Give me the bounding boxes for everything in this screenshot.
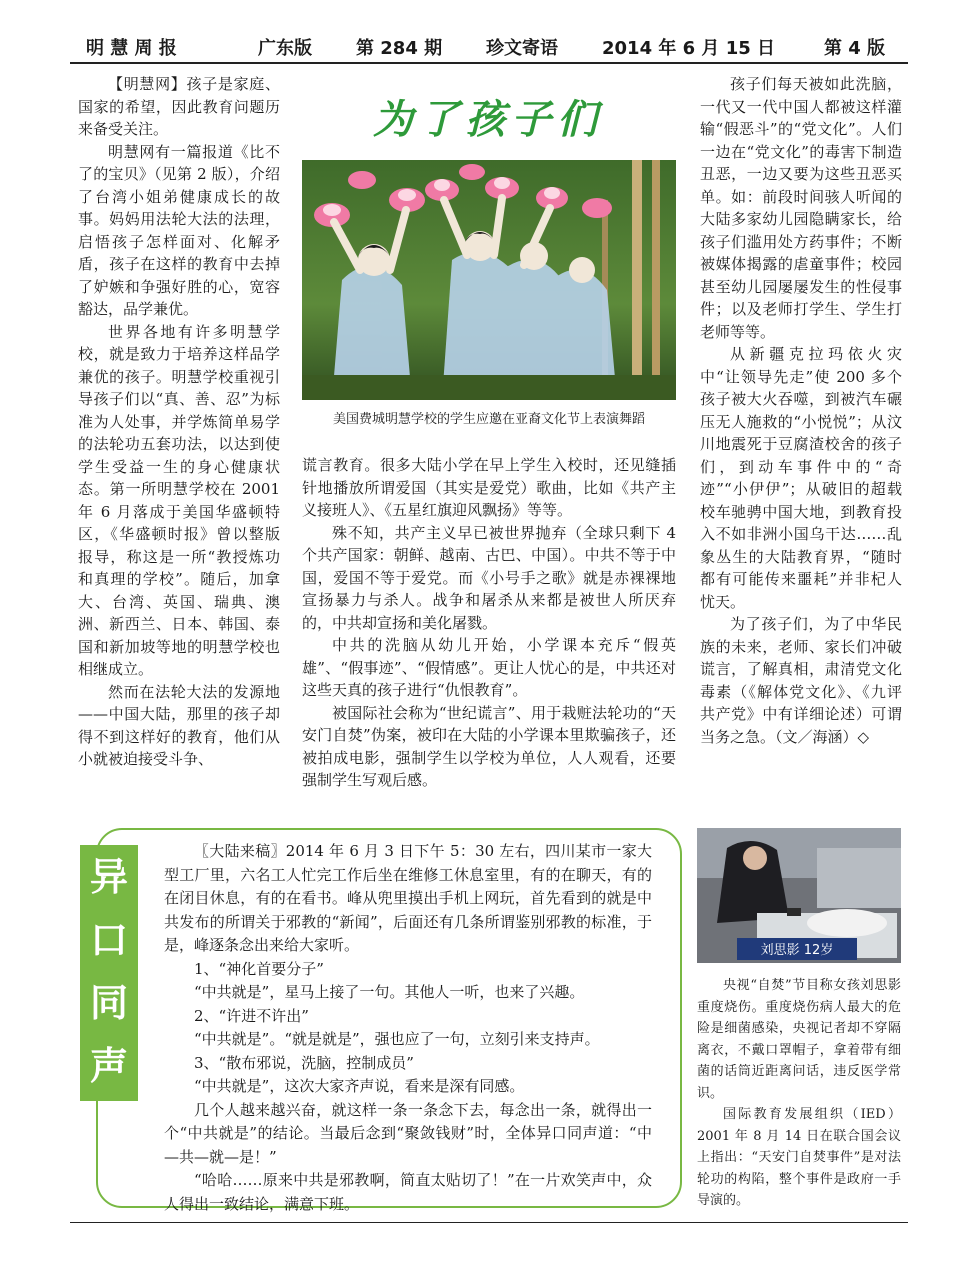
paragraph: 世界各地有许多明慧学校，就是致力于培养这样品学兼优的孩子。明慧学校重视引导孩子们以“真、善、忍”为标准为人处事，并学炼简单易学的法轮功五套功法，以达到使学生受益一生的身心健康状态。第一所明慧学校在 2001 年 6 月落成于美国华盛顿特区，《华盛顿时报》曾以整版报导，称这是一所“教授炼功和真理的学校”。随后，加拿大、台湾、英国、瑞典、澳洲、新西兰、日本、韩国、泰国和新加坡等地的明慧学校也相继成立。 [78,322,280,678]
paragraph: 为了孩子们，为了中华民族的未来，老师、家长们冲破谎言，了解真相，肃清党文化毒素（《解体党文化》、《九评共产党》中有详细论述）可谓当务之急。（文／海涵）◇ [700,615,902,746]
article-title: 为了孩子们 [373,96,603,143]
paragraph: 央视“自焚”节目称女孩刘思影重度烧伤。重度烧伤病人最大的危险是细菌感染，央视记者却不穿隔离衣，不戴口罩帽子，拿着带有细菌的话筒近距离问话，违反医学常识。 [697,978,901,1101]
page-number: 第 4 版 [824,38,886,59]
paragraph: 1、“神化首要分子” [194,959,324,978]
page-header [72,30,908,58]
paragraph: 【明慧网】孩子是家庭、国家的希望，因此教育问题历来备受关注。 [78,75,280,138]
issue-number: 第 284 期 [356,38,443,59]
issue-date: 2014 年 6 月 15 日 [602,38,776,59]
paragraph: “中共就是”。“就是就是”，强也应了一句，立刻引来支持声。 [194,1030,600,1048]
paragraph: “哈哈……原来中共是邪教啊，简直太贴切了！”在一片欢笑声中，众人得出一致结论，满意下班。 [164,1171,652,1213]
photo-label: 刘思影 12岁 [760,943,834,958]
article1-col2 [302,454,676,792]
photo-caption: 美国费城明慧学校的学生应邀在亚裔文化节上表演舞蹈 [332,412,645,427]
paragraph: 〖大陆来稿〗2014 年 6 月 3 日下午 5：30 左右，四川某市一家大型工厂里，六名工人忙完工作后坐在维修工休息室里，有的在聊天，有的在闭目休息，有的在看书。峰从兜里摸出手机上网玩，首先看到的就是中共发布的所谓关于邪教的“新闻”，后面还有几条所谓鉴别邪教的标准，于是，峰逐条念出来给大家听。 [164,842,652,954]
hospital-photo [697,828,901,963]
sidebar-char: 声 [89,1043,128,1088]
paragraph: 几个人越来越兴奋，就这样一条一条念下去，每念出一条，就得出一个“中共就是”的结论。当最后念到“聚敛钱财”时，全体异口同声道：“中—共—就—是！” [164,1100,652,1166]
paragraph: 3、“散布邪说，洗脑，控制成员” [194,1053,414,1072]
paragraph: “中共就是”，这次大家齐声说，看来是深有同感。 [194,1077,525,1095]
dancers-photo [302,160,676,400]
paragraph: 中共的洗脑从幼儿开始，小学课本充斥“假英雄”、“假事迹”、“假情感”。更让人忧心的是，中共还对这些天真的孩子进行“仇恨教育”。 [302,636,676,699]
paragraph: 明慧网有一篇报道《比不了的宝贝》（见第 2 版），介绍了台湾小姐弟健康成长的故事。妈妈用法轮大法的法理，启悟孩子怎样面对、化解矛盾，孩子在这样的教育中去掉了妒嫉和争强好胜的心，宽容豁达，品学兼优。 [78,142,280,318]
footer-rule [70,1222,908,1223]
paragraph: 然而在法轮大法的发源地——中国大陆，那里的孩子却得不到这样好的教育，他们从小就被迫接受斗争、 [78,682,280,768]
paragraph: 殊不知，共产主义早已被世界抛弃（全球只剩下 4 个共产国家：朝鲜、越南、古巴、中国）。中共不等于中国，爱国不等于爱党。而《小号手之歌》就是赤裸裸地宣扬暴力与杀人。战争和屠杀从来都是被世人所厌弃的，中共却宣扬和美化屠戮。 [302,523,676,632]
story-text [164,840,652,1216]
paragraph: 国际教育发展组织（IED）2001 年 8 月 14 日在联合国会议上指出：“天安门自焚事件”是对法轮功的构陷，整个事件是政府一手导演的。 [697,1107,901,1208]
column-name: 珍文寄语 [486,38,558,59]
paragraph: 被国际社会称为“世纪谎言”、用于栽赃法轮功的“天安门自焚”伪案，被印在大陆的小学课本里欺骗孩子，还被拍成电影，强制学生以学校为单位，人人观看，还要强制学生写观后感。 [302,703,676,789]
article1-col1 [78,73,280,771]
paper-name: 明 慧 周 报 [86,38,177,59]
header-rule [70,62,908,64]
paragraph: “中共就是”，星马上接了一句。其他人一听，也来了兴趣。 [194,983,585,1001]
story-sidebar-title [80,845,138,1101]
sidebar-char: 口 [89,917,128,962]
paragraph: 谎言教育。很多大陆小学在早上学生入校时，还见缝插针地播放所谓爱国（其实是爱党）歌曲，比如《共产主义接班人》、《五星红旗迎风飘扬》等等。 [302,456,676,519]
paragraph: 从新疆克拉玛依火灾中“让领导先走”使 200 多个孩子被大火吞噬，到被汽车碾压无人施救的“小悦悦”；从汶川地震死于豆腐渣校舍的孩子们，到动车事件中的“奇迹”“小伊伊”；从破旧的超载校车驰骋中国大地，到教育投入不如非洲小国乌干达……乱象丛生的大陆教育界，“随时都有可能传来噩耗”并非杞人忧天。 [700,345,902,611]
edition: 广东版 [258,38,312,59]
sidebox-caption [697,975,901,1212]
paragraph: 孩子们每天被如此洗脑，一代又一代中国人都被这样灌输“假恶斗”的“党文化”。人们一边在“党文化”的毒害下制造丑恶，一边又要为这些丑恶买单。如：前段时间骇人听闻的大陆多家幼儿园隐瞒家长，给孩子们滥用处方药事件；不断被媒体揭露的虐童事件；校园甚至幼儿园屡屡发生的性侵事件；以及老师打学生、学生打老师等等。 [700,75,902,341]
sidebar-char: 异 [89,854,128,899]
paragraph: 2、“许进不许出” [194,1006,309,1025]
article1-col3 [700,73,902,748]
sidebar-char: 同 [89,980,128,1025]
